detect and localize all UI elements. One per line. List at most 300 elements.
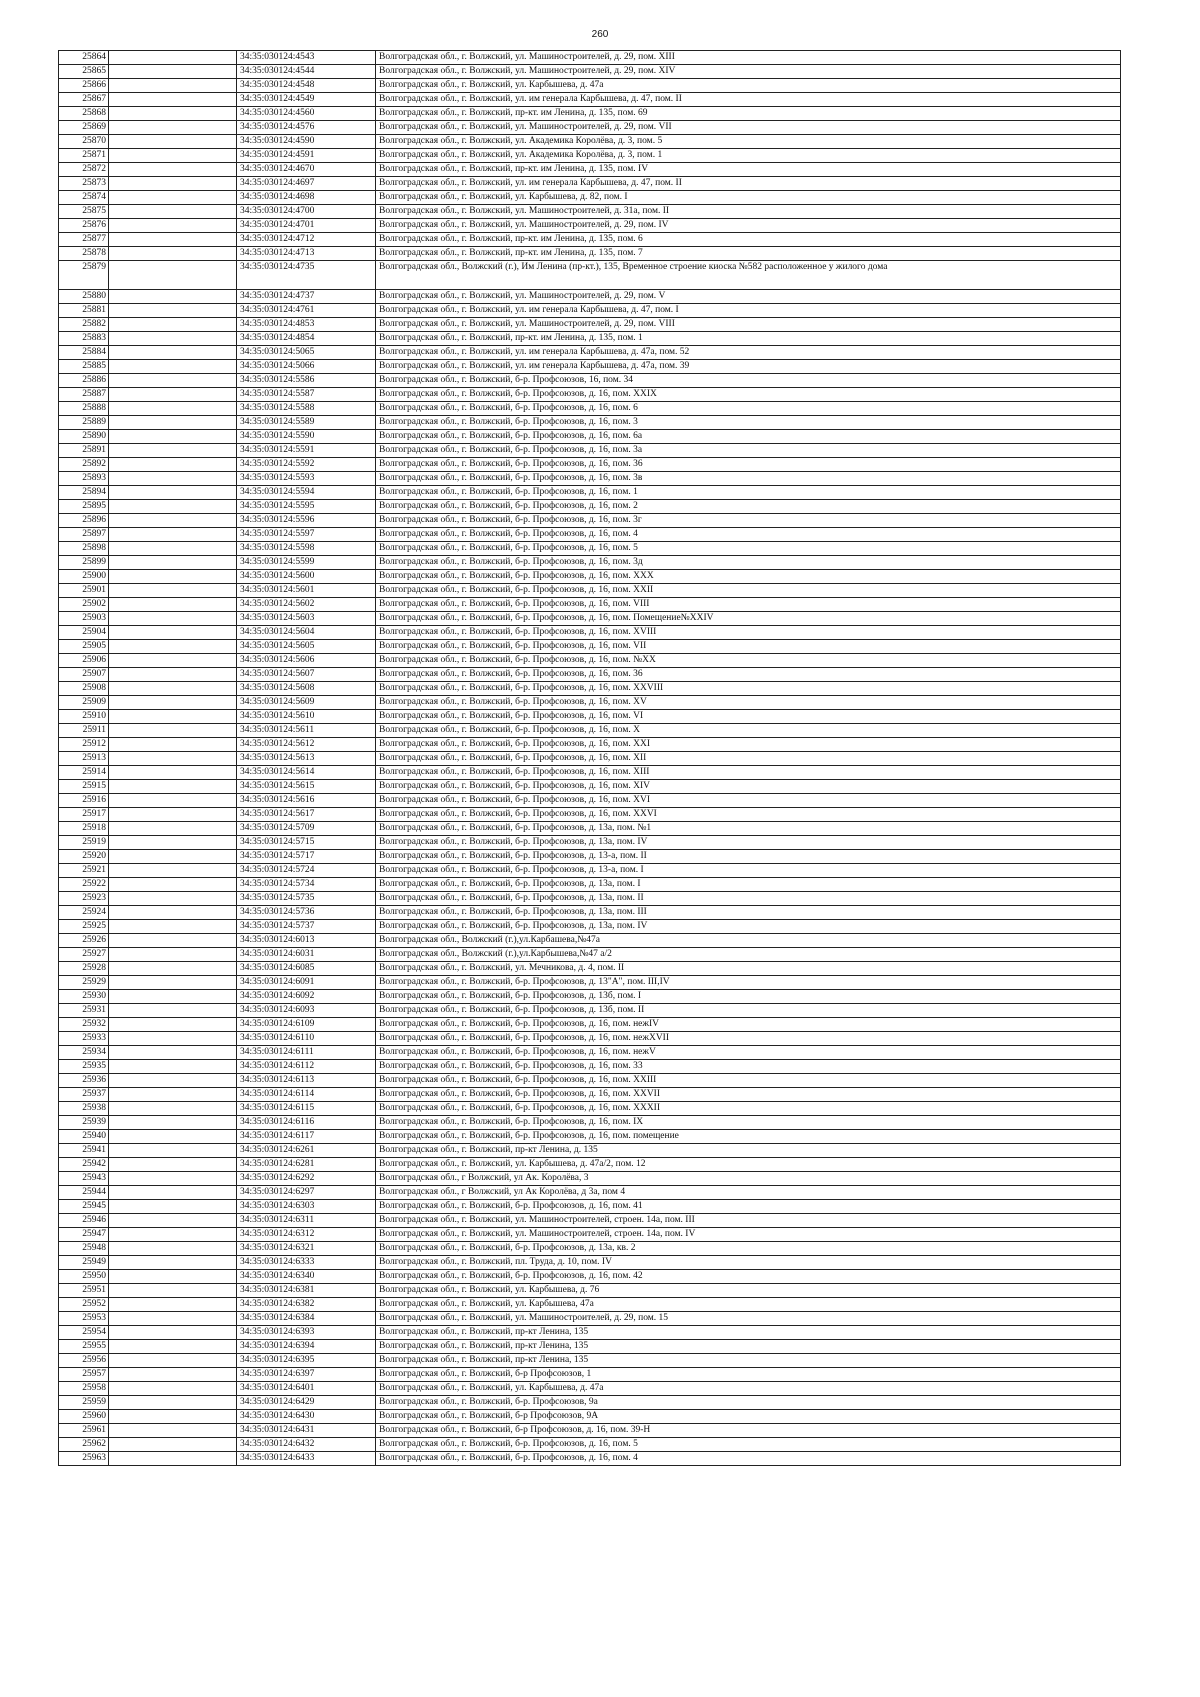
row-number: 25883	[59, 332, 109, 346]
row-number: 25865	[59, 65, 109, 79]
empty-cell	[109, 1354, 237, 1368]
address: Волгоградская обл., г. Волжский, ул. Карбышева, д. 47а	[376, 79, 1121, 93]
table-row	[59, 1270, 1121, 1284]
address: Волгоградская обл., г Волжский, ул Ак. Королёва, 3	[376, 1172, 1121, 1186]
empty-cell	[109, 149, 237, 163]
cadastral-number: 34:35:030124:5595	[237, 500, 376, 514]
row-number: 25907	[59, 668, 109, 682]
row-number: 25899	[59, 556, 109, 570]
empty-cell	[109, 1046, 237, 1060]
row-number: 25868	[59, 107, 109, 121]
empty-cell	[109, 1438, 237, 1452]
address: Волгоградская обл., г. Волжский, пр-кт. им Ленина, д. 135, пом. 69	[376, 107, 1121, 121]
row-number: 25925	[59, 920, 109, 934]
empty-cell	[109, 388, 237, 402]
address: Волгоградская обл., г. Волжский, б-р. Профсоюзов, д. 16, пом. XXVIII	[376, 682, 1121, 696]
address: Волгоградская обл., г. Волжский, пр-кт Ленина, 135	[376, 1326, 1121, 1340]
row-number: 25918	[59, 822, 109, 836]
row-number: 25886	[59, 374, 109, 388]
cadastral-number: 34:35:030124:5586	[237, 374, 376, 388]
empty-cell	[109, 626, 237, 640]
address: Волгоградская обл., г. Волжский, б-р. Профсоюзов, д. 13а, пом. II	[376, 892, 1121, 906]
table-row	[59, 346, 1121, 360]
table-row	[59, 640, 1121, 654]
row-number: 25931	[59, 1004, 109, 1018]
table-row	[59, 500, 1121, 514]
empty-cell	[109, 318, 237, 332]
table-row	[59, 1102, 1121, 1116]
table-row	[59, 948, 1121, 962]
address: Волгоградская обл., г. Волжский, б-р. Профсоюзов, д. 16, пом. VII	[376, 640, 1121, 654]
row-number: 25963	[59, 1452, 109, 1466]
address: Волгоградская обл., г. Волжский, б-р. Профсоюзов, д. 13а, пом. №1	[376, 822, 1121, 836]
empty-cell	[109, 205, 237, 219]
row-number: 25900	[59, 570, 109, 584]
address: Волгоградская обл., г. Волжский, б-р. Профсоюзов, д. 16, пом. 33	[376, 1060, 1121, 1074]
cadastral-number: 34:35:030124:5724	[237, 864, 376, 878]
address: Волгоградская обл., г. Волжский, б-р. Профсоюзов, д. 16, пом. 3д	[376, 556, 1121, 570]
address: Волгоградская обл., г. Волжский, б-р. Профсоюзов, д. 16, пом. 3	[376, 416, 1121, 430]
row-number: 25960	[59, 1410, 109, 1424]
table-row	[59, 191, 1121, 205]
address: Волгоградская обл., г. Волжский, б-р. Профсоюзов, д. 16, пом. 6	[376, 402, 1121, 416]
table-row	[59, 163, 1121, 177]
address: Волгоградская обл., г. Волжский, б-р. Профсоюзов, д. 16, пом. 36	[376, 668, 1121, 682]
cadastral-number: 34:35:030124:6085	[237, 962, 376, 976]
row-number: 25917	[59, 808, 109, 822]
empty-cell	[109, 892, 237, 906]
empty-cell	[109, 1312, 237, 1326]
empty-cell	[109, 556, 237, 570]
table-row	[59, 472, 1121, 486]
table-row	[59, 962, 1121, 976]
cadastral-number: 34:35:030124:5605	[237, 640, 376, 654]
registry-table-body	[59, 51, 1121, 1466]
empty-cell	[109, 598, 237, 612]
row-number: 25914	[59, 766, 109, 780]
table-row	[59, 780, 1121, 794]
cadastral-number: 34:35:030124:6395	[237, 1354, 376, 1368]
address: Волгоградская обл., г. Волжский, б-р. Профсоюзов, д. 16, пом. XIV	[376, 780, 1121, 794]
empty-cell	[109, 304, 237, 318]
table-row	[59, 836, 1121, 850]
cadastral-number: 34:35:030124:5593	[237, 472, 376, 486]
address: Волгоградская обл., г. Волжский, б-р. Профсоюзов, д. 16, пом. XVIII	[376, 626, 1121, 640]
cadastral-number: 34:35:030124:5612	[237, 738, 376, 752]
empty-cell	[109, 65, 237, 79]
address: Волгоградская обл., г. Волжский, б-р. Профсоюзов, д. 16, пом. 2	[376, 500, 1121, 514]
cadastral-number: 34:35:030124:6311	[237, 1214, 376, 1228]
table-row	[59, 794, 1121, 808]
row-number: 25953	[59, 1312, 109, 1326]
empty-cell	[109, 219, 237, 233]
address: Волгоградская обл., г. Волжский, ул. Машиностроителей, д. 29, пом. VIII	[376, 318, 1121, 332]
table-row	[59, 1256, 1121, 1270]
empty-cell	[109, 1340, 237, 1354]
address: Волгоградская обл., г. Волжский, пр-кт Ленина, 135	[376, 1340, 1121, 1354]
row-number: 25949	[59, 1256, 109, 1270]
empty-cell	[109, 1410, 237, 1424]
cadastral-number: 34:35:030124:4854	[237, 332, 376, 346]
table-row	[59, 247, 1121, 261]
empty-cell	[109, 1256, 237, 1270]
cadastral-number: 34:35:030124:6394	[237, 1340, 376, 1354]
address: Волгоградская обл., г. Волжский, б-р. Профсоюзов, д. 13б, пом. II	[376, 1004, 1121, 1018]
address: Волгоградская обл., Волжский (г.),ул.Карбашева,№47а	[376, 934, 1121, 948]
address: Волгоградская обл., г. Волжский, б-р. Профсоюзов, д. 16, пом. 5	[376, 1438, 1121, 1452]
address: Волгоградская обл., Волжский (г.),ул.Карбышева,№47 а/2	[376, 948, 1121, 962]
row-number: 25938	[59, 1102, 109, 1116]
table-row	[59, 920, 1121, 934]
row-number: 25948	[59, 1242, 109, 1256]
address: Волгоградская обл., г. Волжский, б-р. Профсоюзов, д. 16, пом. №XX	[376, 654, 1121, 668]
row-number: 25884	[59, 346, 109, 360]
address: Волгоградская обл., г. Волжский, ул. Машиностроителей, д. 29, пом. XIV	[376, 65, 1121, 79]
address: Волгоградская обл., г. Волжский, ул. Машиностроителей, строен. 14а, пом. III	[376, 1214, 1121, 1228]
row-number: 25910	[59, 710, 109, 724]
cadastral-number: 34:35:030124:6091	[237, 976, 376, 990]
page-number: 260	[591, 29, 609, 40]
empty-cell	[109, 794, 237, 808]
table-row	[59, 177, 1121, 191]
row-number: 25950	[59, 1270, 109, 1284]
cadastral-number: 34:35:030124:5709	[237, 822, 376, 836]
address: Волгоградская обл., г. Волжский, ул. им генерала Карбышева, д. 47, пом. II	[376, 93, 1121, 107]
empty-cell	[109, 332, 237, 346]
table-row	[59, 668, 1121, 682]
empty-cell	[109, 430, 237, 444]
cadastral-number: 34:35:030124:4698	[237, 191, 376, 205]
address: Волгоградская обл., г. Волжский, б-р Профсоюзов, д. 16, пом. 39-Н	[376, 1424, 1121, 1438]
cadastral-number: 34:35:030124:5601	[237, 584, 376, 598]
row-number: 25929	[59, 976, 109, 990]
empty-cell	[109, 780, 237, 794]
cadastral-number: 34:35:030124:5594	[237, 486, 376, 500]
empty-cell	[109, 962, 237, 976]
empty-cell	[109, 177, 237, 191]
cadastral-number: 34:35:030124:6114	[237, 1088, 376, 1102]
cadastral-number: 34:35:030124:4590	[237, 135, 376, 149]
table-row	[59, 304, 1121, 318]
registry-table	[58, 50, 1121, 1466]
table-row	[59, 374, 1121, 388]
address: Волгоградская обл., г. Волжский, ул. им генерала Карбышева, д. 47а, пом. 52	[376, 346, 1121, 360]
table-row	[59, 654, 1121, 668]
table-row	[59, 1284, 1121, 1298]
table-row	[59, 1130, 1121, 1144]
address: Волгоградская обл., г. Волжский, б-р. Профсоюзов, д. 16, пом. XXVII	[376, 1088, 1121, 1102]
cadastral-number: 34:35:030124:6111	[237, 1046, 376, 1060]
cadastral-number: 34:35:030124:4697	[237, 177, 376, 191]
table-row	[59, 1088, 1121, 1102]
address: Волгоградская обл., г. Волжский, ул. им генерала Карбышева, д. 47а, пом. 39	[376, 360, 1121, 374]
empty-cell	[109, 107, 237, 121]
row-number: 25954	[59, 1326, 109, 1340]
row-number: 25879	[59, 261, 109, 290]
address: Волгоградская обл., г. Волжский, б-р. Профсоюзов, д. 13"А", пом. III,IV	[376, 976, 1121, 990]
address: Волгоградская обл., г. Волжский, ул. Карбышева, д. 76	[376, 1284, 1121, 1298]
row-number: 25941	[59, 1144, 109, 1158]
cadastral-number: 34:35:030124:6430	[237, 1410, 376, 1424]
table-row	[59, 976, 1121, 990]
empty-cell	[109, 472, 237, 486]
empty-cell	[109, 1130, 237, 1144]
table-row	[59, 724, 1121, 738]
table-row	[59, 1158, 1121, 1172]
table-row	[59, 528, 1121, 542]
row-number: 25922	[59, 878, 109, 892]
empty-cell	[109, 1102, 237, 1116]
row-number: 25877	[59, 233, 109, 247]
table-row	[59, 51, 1121, 65]
cadastral-number: 34:35:030124:6401	[237, 1382, 376, 1396]
table-row	[59, 1144, 1121, 1158]
row-number: 25895	[59, 500, 109, 514]
cadastral-number: 34:35:030124:6109	[237, 1018, 376, 1032]
cadastral-number: 34:35:030124:6013	[237, 934, 376, 948]
address: Волгоградская обл., г. Волжский, ул. Карбышева, 47а	[376, 1298, 1121, 1312]
row-number: 25919	[59, 836, 109, 850]
address: Волгоградская обл., г. Волжский, б-р. Профсоюзов, д. 13а, пом. III	[376, 906, 1121, 920]
row-number: 25905	[59, 640, 109, 654]
address: Волгоградская обл., г. Волжский, б-р. Профсоюзов, д. 16, пом. VI	[376, 710, 1121, 724]
empty-cell	[109, 682, 237, 696]
table-row	[59, 850, 1121, 864]
empty-cell	[109, 584, 237, 598]
cadastral-number: 34:35:030124:6432	[237, 1438, 376, 1452]
row-number: 25903	[59, 612, 109, 626]
cadastral-number: 34:35:030124:6393	[237, 1326, 376, 1340]
table-row	[59, 1326, 1121, 1340]
empty-cell	[109, 290, 237, 304]
row-number: 25933	[59, 1032, 109, 1046]
row-number: 25947	[59, 1228, 109, 1242]
address: Волгоградская обл., г. Волжский, б-р. Профсоюзов, д. 16, пом. нежV	[376, 1046, 1121, 1060]
row-number: 25911	[59, 724, 109, 738]
empty-cell	[109, 710, 237, 724]
row-number: 25961	[59, 1424, 109, 1438]
empty-cell	[109, 1060, 237, 1074]
address: Волгоградская обл., г. Волжский, б-р. Профсоюзов, д. 16, пом. XXIX	[376, 388, 1121, 402]
empty-cell	[109, 51, 237, 65]
address: Волгоградская обл., г. Волжский, б-р. Профсоюзов, д. 16, пом. XXI	[376, 738, 1121, 752]
empty-cell	[109, 346, 237, 360]
empty-cell	[109, 1004, 237, 1018]
address: Волгоградская обл., г. Волжский, б-р. Профсоюзов, д. 16, пом. 4	[376, 528, 1121, 542]
table-row	[59, 682, 1121, 696]
address: Волгоградская обл., г. Волжский, б-р. Профсоюзов, д. 16, пом. 42	[376, 1270, 1121, 1284]
address: Волгоградская обл., г. Волжский, ул. Карбышева, д. 82, пом. I	[376, 191, 1121, 205]
empty-cell	[109, 1452, 237, 1466]
address: Волгоградская обл., г. Волжский, б-р. Профсоюзов, д. 16, пом. XXIII	[376, 1074, 1121, 1088]
empty-cell	[109, 416, 237, 430]
table-row	[59, 696, 1121, 710]
table-row	[59, 822, 1121, 836]
table-row	[59, 121, 1121, 135]
table-row	[59, 556, 1121, 570]
cadastral-number: 34:35:030124:5617	[237, 808, 376, 822]
row-number: 25885	[59, 360, 109, 374]
table-row	[59, 205, 1121, 219]
cadastral-number: 34:35:030124:5588	[237, 402, 376, 416]
table-row	[59, 458, 1121, 472]
empty-cell	[109, 696, 237, 710]
empty-cell	[109, 233, 237, 247]
table-row	[59, 93, 1121, 107]
empty-cell	[109, 121, 237, 135]
row-number: 25878	[59, 247, 109, 261]
address: Волгоградская обл., г. Волжский, б-р. Профсоюзов, д. 16, пом. XII	[376, 752, 1121, 766]
address: Волгоградская обл., г. Волжский, б-р. Профсоюзов, д. 13а, пом. I	[376, 878, 1121, 892]
table-row	[59, 1452, 1121, 1466]
empty-cell	[109, 1032, 237, 1046]
table-row	[59, 402, 1121, 416]
row-number: 25934	[59, 1046, 109, 1060]
address: Волгоградская обл., г. Волжский, б-р. Профсоюзов, д. 16, пом. 3в	[376, 472, 1121, 486]
cadastral-number: 34:35:030124:5592	[237, 458, 376, 472]
empty-cell	[109, 1382, 237, 1396]
table-row	[59, 1200, 1121, 1214]
address: Волгоградская обл., г. Волжский, ул. им генерала Карбышева, д. 47, пом. I	[376, 304, 1121, 318]
cadastral-number: 34:35:030124:5734	[237, 878, 376, 892]
row-number: 25921	[59, 864, 109, 878]
row-number: 25952	[59, 1298, 109, 1312]
table-row	[59, 1172, 1121, 1186]
address: Волгоградская обл., г. Волжский, б-р. Профсоюзов, д. 13-а, пом. II	[376, 850, 1121, 864]
empty-cell	[109, 920, 237, 934]
cadastral-number: 34:35:030124:5590	[237, 430, 376, 444]
cadastral-number: 34:35:030124:5715	[237, 836, 376, 850]
empty-cell	[109, 486, 237, 500]
table-row	[59, 1410, 1121, 1424]
table-row	[59, 416, 1121, 430]
empty-cell	[109, 79, 237, 93]
cadastral-number: 34:35:030124:6340	[237, 1270, 376, 1284]
cadastral-number: 34:35:030124:6429	[237, 1396, 376, 1410]
address: Волгоградская обл., г. Волжский, ул. Машиностроителей, д. 29, пом. 15	[376, 1312, 1121, 1326]
row-number: 25866	[59, 79, 109, 93]
empty-cell	[109, 808, 237, 822]
row-number: 25908	[59, 682, 109, 696]
cadastral-number: 34:35:030124:4761	[237, 304, 376, 318]
cadastral-number: 34:35:030124:5599	[237, 556, 376, 570]
empty-cell	[109, 1326, 237, 1340]
row-number: 25940	[59, 1130, 109, 1144]
row-number: 25939	[59, 1116, 109, 1130]
cadastral-number: 34:35:030124:6321	[237, 1242, 376, 1256]
cadastral-number: 34:35:030124:4543	[237, 51, 376, 65]
address: Волгоградская обл., г. Волжский, пл. Труда, д. 10, пом. IV	[376, 1256, 1121, 1270]
row-number: 25951	[59, 1284, 109, 1298]
address: Волгоградская обл., г. Волжский, б-р. Профсоюзов, д. 13б, пом. I	[376, 990, 1121, 1004]
address: Волгоградская обл., г. Волжский, пр-кт Ленина, 135	[376, 1354, 1121, 1368]
cadastral-number: 34:35:030124:6292	[237, 1172, 376, 1186]
row-number: 25891	[59, 444, 109, 458]
row-number: 25909	[59, 696, 109, 710]
cadastral-number: 34:35:030124:5591	[237, 444, 376, 458]
row-number: 25889	[59, 416, 109, 430]
table-row	[59, 1242, 1121, 1256]
table-row	[59, 233, 1121, 247]
row-number: 25946	[59, 1214, 109, 1228]
empty-cell	[109, 163, 237, 177]
cadastral-number: 34:35:030124:6281	[237, 1158, 376, 1172]
row-number: 25920	[59, 850, 109, 864]
address: Волгоградская обл., г. Волжский, б-р. Профсоюзов, д. 16, пом. IX	[376, 1116, 1121, 1130]
cadastral-number: 34:35:030124:6303	[237, 1200, 376, 1214]
row-number: 25935	[59, 1060, 109, 1074]
empty-cell	[109, 640, 237, 654]
address: Волгоградская обл., г. Волжский, ул. Карбышева, д. 47а/2, пом. 12	[376, 1158, 1121, 1172]
row-number: 25932	[59, 1018, 109, 1032]
table-row	[59, 906, 1121, 920]
cadastral-number: 34:35:030124:5736	[237, 906, 376, 920]
table-row	[59, 1074, 1121, 1088]
table-row	[59, 1004, 1121, 1018]
address: Волгоградская обл., г. Волжский, б-р. Профсоюзов, д. 16, пом. XXXII	[376, 1102, 1121, 1116]
cadastral-number: 34:35:030124:5614	[237, 766, 376, 780]
address: Волгоградская обл., г. Волжский, б-р Профсоюзов, 1	[376, 1368, 1121, 1382]
row-number: 25958	[59, 1382, 109, 1396]
row-number: 25890	[59, 430, 109, 444]
cadastral-number: 34:35:030124:5603	[237, 612, 376, 626]
empty-cell	[109, 1088, 237, 1102]
table-row	[59, 808, 1121, 822]
row-number: 25962	[59, 1438, 109, 1452]
cadastral-number: 34:35:030124:6433	[237, 1452, 376, 1466]
table-row	[59, 290, 1121, 304]
empty-cell	[109, 247, 237, 261]
empty-cell	[109, 542, 237, 556]
table-row	[59, 892, 1121, 906]
address: Волгоградская обл., г. Волжский, б-р. Профсоюзов, д. 16, пом. XV	[376, 696, 1121, 710]
cadastral-number: 34:35:030124:6112	[237, 1060, 376, 1074]
address: Волгоградская обл., г. Волжский, б-р. Профсоюзов, д. 16, пом. нежXVII	[376, 1032, 1121, 1046]
cadastral-number: 34:35:030124:5613	[237, 752, 376, 766]
table-row	[59, 1018, 1121, 1032]
table-row	[59, 1354, 1121, 1368]
address: Волгоградская обл., г. Волжский, б-р. Профсоюзов, 9а	[376, 1396, 1121, 1410]
table-row	[59, 738, 1121, 752]
row-number: 25923	[59, 892, 109, 906]
table-row	[59, 1032, 1121, 1046]
cadastral-number: 34:35:030124:5611	[237, 724, 376, 738]
empty-cell	[109, 1018, 237, 1032]
row-number: 25882	[59, 318, 109, 332]
address: Волгоградская обл., г. Волжский, б-р. Профсоюзов, д. 16, пом. 1	[376, 486, 1121, 500]
row-number: 25926	[59, 934, 109, 948]
empty-cell	[109, 976, 237, 990]
address: Волгоградская обл., г. Волжский, пр-кт. им Ленина, д. 135, пом. 6	[376, 233, 1121, 247]
address: Волгоградская обл., г. Волжский, ул. Машиностроителей, д. 29, пом. VII	[376, 121, 1121, 135]
table-row	[59, 79, 1121, 93]
row-number: 25912	[59, 738, 109, 752]
cadastral-number: 34:35:030124:5589	[237, 416, 376, 430]
cadastral-number: 34:35:030124:4591	[237, 149, 376, 163]
empty-cell	[109, 1186, 237, 1200]
empty-cell	[109, 402, 237, 416]
table-row	[59, 1060, 1121, 1074]
cadastral-number: 34:35:030124:5065	[237, 346, 376, 360]
cadastral-number: 34:35:030124:5609	[237, 696, 376, 710]
cadastral-number: 34:35:030124:4560	[237, 107, 376, 121]
address: Волгоградская обл., г. Волжский, пр-кт. им Ленина, д. 135, пом. 1	[376, 332, 1121, 346]
empty-cell	[109, 1074, 237, 1088]
table-row	[59, 878, 1121, 892]
cadastral-number: 34:35:030124:5600	[237, 570, 376, 584]
address: Волгоградская обл., г. Волжский, б-р. Профсоюзов, д. 16, пом. 41	[376, 1200, 1121, 1214]
address: Волгоградская обл., г Волжский, ул Ак Королёва, д 3а, пом 4	[376, 1186, 1121, 1200]
